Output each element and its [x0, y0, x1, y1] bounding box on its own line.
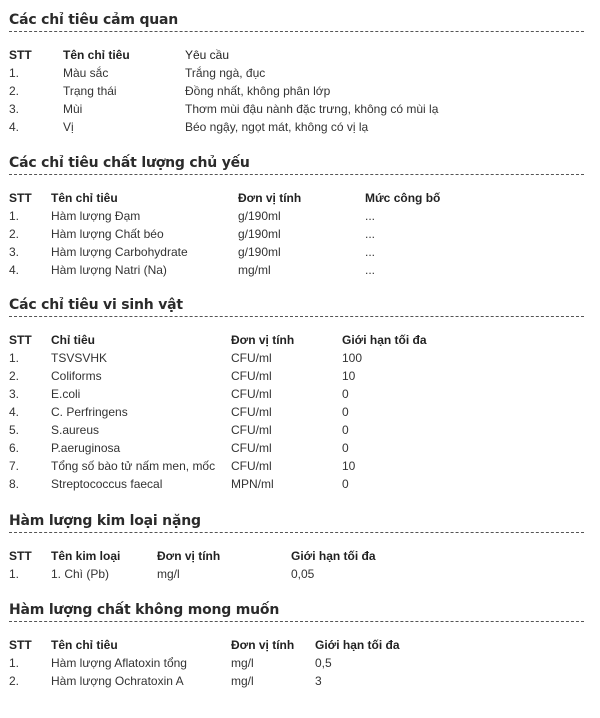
header-requirement: Yêu cầu [185, 48, 230, 62]
table-row [0, 82, 600, 100]
cell-value: 100 [342, 351, 363, 365]
cell-value: ... [365, 227, 376, 241]
cell-stt: 3. [9, 102, 20, 116]
table-row [0, 439, 600, 457]
table-header-row [0, 46, 600, 64]
cell-unit: g/190ml [238, 209, 281, 223]
cell-stt: 1. [9, 209, 20, 223]
header-unit: Đơn vị tính [231, 638, 295, 652]
cell-requirement: Thơm mùi đậu nành đặc trưng, không có mùi lạ [185, 102, 439, 116]
table-row [0, 225, 600, 243]
header-metal-name: Tên kim loại [51, 549, 121, 563]
cell-name: Hàm lượng Natri (Na) [51, 263, 167, 277]
cell-stt: 3. [9, 245, 20, 259]
header-stt: STT [9, 48, 32, 62]
cell-name: Streptococcus faecal [51, 477, 163, 491]
cell-stt: 4. [9, 120, 20, 134]
table-row [0, 367, 600, 385]
cell-value: 0 [342, 441, 349, 455]
section-title: Hàm lượng chất không mong muốn [9, 602, 280, 618]
cell-stt: 2. [9, 674, 20, 688]
table-row [0, 118, 600, 136]
cell-value: 0 [342, 387, 349, 401]
cell-stt: 1. [9, 567, 20, 581]
cell-value: ... [365, 263, 376, 277]
cell-name: TSVSVHK [51, 351, 108, 365]
header-stt: STT [9, 191, 32, 205]
table-row [0, 475, 600, 493]
section-divider [9, 174, 584, 175]
cell-value: ... [365, 209, 376, 223]
table-row [0, 261, 600, 279]
cell-name: E.coli [51, 387, 81, 401]
table-row [0, 672, 600, 690]
header-max-limit: Giới hạn tối đa [315, 638, 400, 652]
cell-requirement: Béo ngậy, ngọt mát, không có vị lạ [185, 120, 369, 134]
header-max-limit: Giới hạn tối đa [342, 333, 427, 347]
cell-stt: 5. [9, 423, 20, 437]
cell-unit: mg/ml [238, 263, 271, 277]
table-row [0, 349, 600, 367]
cell-stt: 1. [9, 351, 20, 365]
cell-unit: MPN/ml [231, 477, 274, 491]
table-header-row [0, 189, 600, 207]
header-name: Tên chỉ tiêu [51, 191, 118, 205]
header-stt: STT [9, 549, 32, 563]
cell-value: 0 [342, 405, 349, 419]
cell-unit: CFU/ml [231, 351, 272, 365]
header-name: Chỉ tiêu [51, 333, 95, 347]
cell-name: 1. Chì (Pb) [51, 567, 110, 581]
header-declared-level: Mức công bố [365, 191, 441, 205]
table-row [0, 100, 600, 118]
header-unit: Đơn vị tính [238, 191, 302, 205]
cell-value: 0,5 [315, 656, 332, 670]
header-name: Tên chỉ tiêu [63, 48, 130, 62]
table-row [0, 654, 600, 672]
cell-name: Màu sắc [63, 66, 109, 80]
cell-value: ... [365, 245, 376, 259]
cell-stt: 3. [9, 387, 20, 401]
section-divider [9, 31, 584, 32]
cell-requirement: Trắng ngà, đục [185, 66, 266, 80]
cell-name: S.aureus [51, 423, 100, 437]
table-row [0, 403, 600, 421]
cell-unit: CFU/ml [231, 387, 272, 401]
cell-unit: mg/l [157, 567, 180, 581]
cell-value: 0 [342, 477, 349, 491]
cell-stt: 7. [9, 459, 20, 473]
section-divider [9, 316, 584, 317]
cell-value: 10 [342, 459, 356, 473]
cell-name: C. Perfringens [51, 405, 128, 419]
section-title: Các chỉ tiêu chất lượng chủ yếu [9, 155, 250, 171]
section-title: Hàm lượng kim loại nặng [9, 513, 201, 529]
cell-unit: g/190ml [238, 227, 281, 241]
cell-unit: CFU/ml [231, 405, 272, 419]
cell-name: Hàm lượng Ochratoxin A [51, 674, 184, 688]
cell-unit: CFU/ml [231, 441, 272, 455]
cell-unit: CFU/ml [231, 423, 272, 437]
cell-name: Trạng thái [63, 84, 117, 98]
cell-name: P.aeruginosa [51, 441, 121, 455]
table-row [0, 421, 600, 439]
table-header-row [0, 331, 600, 349]
cell-unit: mg/l [231, 656, 254, 670]
cell-stt: 1. [9, 656, 20, 670]
table-row [0, 243, 600, 261]
cell-unit: CFU/ml [231, 369, 272, 383]
header-unit: Đơn vị tính [157, 549, 221, 563]
header-unit: Đơn vị tính [231, 333, 295, 347]
cell-stt: 1. [9, 66, 20, 80]
cell-name: Hàm lượng Chất béo [51, 227, 164, 241]
cell-requirement: Đồng nhất, không phân lớp [185, 84, 331, 98]
cell-name: Mùi [63, 102, 83, 116]
header-stt: STT [9, 638, 32, 652]
cell-name: Hàm lượng Aflatoxin tổng [51, 656, 187, 670]
table-row [0, 64, 600, 82]
cell-value: 10 [342, 369, 356, 383]
table-row [0, 385, 600, 403]
cell-name: Vị [63, 120, 74, 134]
cell-stt: 6. [9, 441, 20, 455]
section-divider [9, 621, 584, 622]
cell-stt: 4. [9, 405, 20, 419]
cell-name: Hàm lượng Đạm [51, 209, 141, 223]
cell-stt: 4. [9, 263, 20, 277]
table-header-row [0, 547, 600, 565]
section-title: Các chỉ tiêu vi sinh vật [9, 297, 183, 313]
header-max-limit: Giới hạn tối đa [291, 549, 376, 563]
cell-stt: 2. [9, 227, 20, 241]
cell-name: Coliforms [51, 369, 102, 383]
cell-value: 0,05 [291, 567, 315, 581]
section-divider [9, 532, 584, 533]
table-row [0, 457, 600, 475]
cell-value: 0 [342, 423, 349, 437]
cell-name: Tổng số bào tử nấm men, mốc [51, 459, 216, 473]
header-name: Tên chỉ tiêu [51, 638, 118, 652]
cell-stt: 8. [9, 477, 20, 491]
table-row [0, 207, 600, 225]
table-row [0, 565, 600, 583]
header-stt: STT [9, 333, 32, 347]
cell-stt: 2. [9, 84, 20, 98]
table-header-row [0, 636, 600, 654]
cell-stt: 2. [9, 369, 20, 383]
cell-name: Hàm lượng Carbohydrate [51, 245, 188, 259]
section-title: Các chỉ tiêu cảm quan [9, 12, 179, 28]
cell-unit: CFU/ml [231, 459, 272, 473]
cell-value: 3 [315, 674, 322, 688]
cell-unit: mg/l [231, 674, 254, 688]
cell-unit: g/190ml [238, 245, 281, 259]
